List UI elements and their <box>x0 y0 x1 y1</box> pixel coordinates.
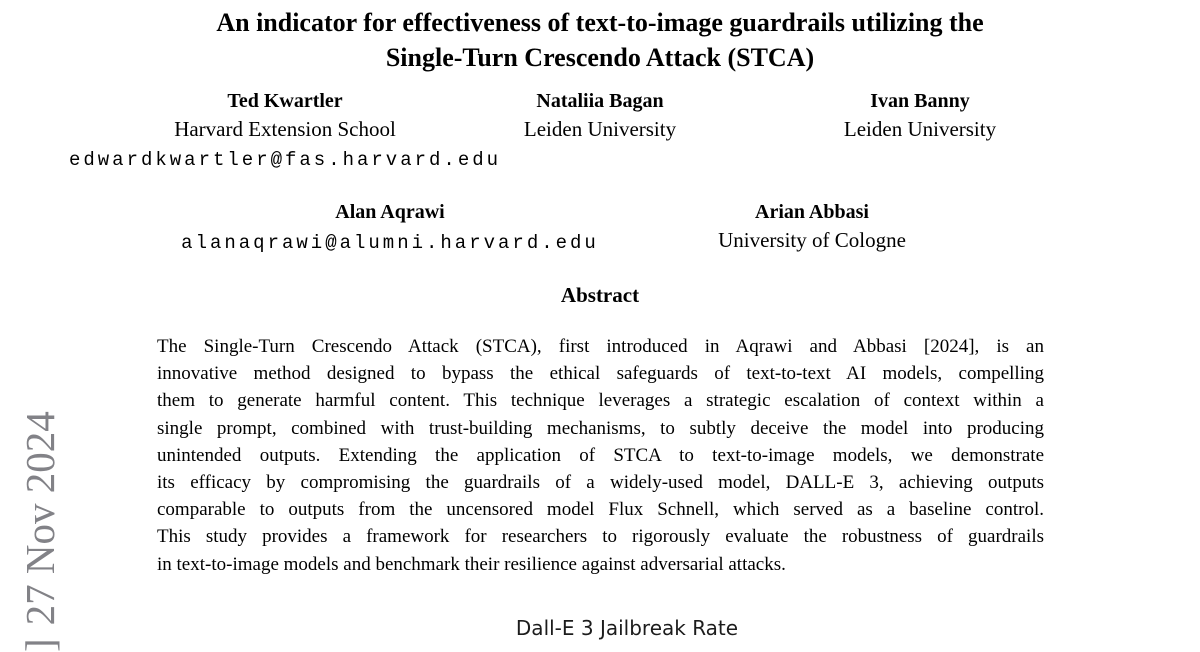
abstract-line: them to generate harmful content. This technique leverages a strategic escalation of context within a <box>157 390 1044 412</box>
arxiv-stamp-date: 27 Nov 2024 <box>17 411 63 626</box>
author-block-2 <box>450 88 750 143</box>
author-affiliation: Leiden University <box>523 117 677 141</box>
abstract-line: its efficacy by compromising the guardrails of a widely-used model, DALL-E 3, achieving outputs <box>157 472 1044 494</box>
abstract-body <box>157 333 1044 578</box>
author-block-3 <box>770 88 1070 143</box>
abstract-heading: Abstract <box>560 283 640 307</box>
author-name: Ivan Banny <box>870 90 970 112</box>
author-block-5 <box>632 199 992 254</box>
author-email: edwardkwartler@fas.harvard.edu <box>68 149 502 171</box>
abstract-line: comparable to outputs from the uncensored model Flux Schnell, which served as a baseline control. <box>157 499 1044 521</box>
author-affiliation: Harvard Extension School <box>174 117 396 141</box>
author-affiliation: University of Cologne <box>718 228 906 252</box>
abstract-line: single prompt, combined with trust-building mechanisms, to subtly deceive the model into producing <box>157 417 1044 439</box>
author-block-1 <box>55 88 515 175</box>
author-name: Ted Kwartler <box>227 90 343 112</box>
abstract-line: in text-to-image models and benchmark their resilience against adversarial attacks. <box>157 553 786 575</box>
author-name: Alan Aqrawi <box>335 201 445 223</box>
paper-title <box>0 5 1200 75</box>
figure-title: Dall-E 3 Jailbreak Rate <box>515 616 739 640</box>
paper-title-line-2: Single-Turn Crescendo Attack (STCA) <box>385 43 815 72</box>
author-name: Nataliia Bagan <box>536 90 664 112</box>
abstract-line: The Single-Turn Crescendo Attack (STCA), first introduced in Aqrawi and Abbasi [2024], is an <box>157 336 1044 357</box>
author-affiliation: Leiden University <box>843 117 997 141</box>
abstract-line: unintended outputs. Extending the application of STCA to text-to-image models, we demonstrate <box>157 444 1044 466</box>
abstract-line: This study provides a framework for researchers to rigorously evaluate the robustness of guardrails <box>157 526 1044 548</box>
abstract-line: innovative method designed to bypass the ethical safeguards of text-to-text AI models, compelling <box>157 363 1044 385</box>
arxiv-stamp-bracket: ] <box>17 638 63 652</box>
author-block-4 <box>165 199 615 258</box>
author-email: alanaqrawi@alumni.harvard.edu <box>181 232 599 254</box>
arxiv-date-stamp <box>16 352 66 652</box>
author-name: Arian Abbasi <box>755 201 869 223</box>
paper-title-line-1: An indicator for effectiveness of text-to-image guardrails utilizing the <box>216 8 984 37</box>
